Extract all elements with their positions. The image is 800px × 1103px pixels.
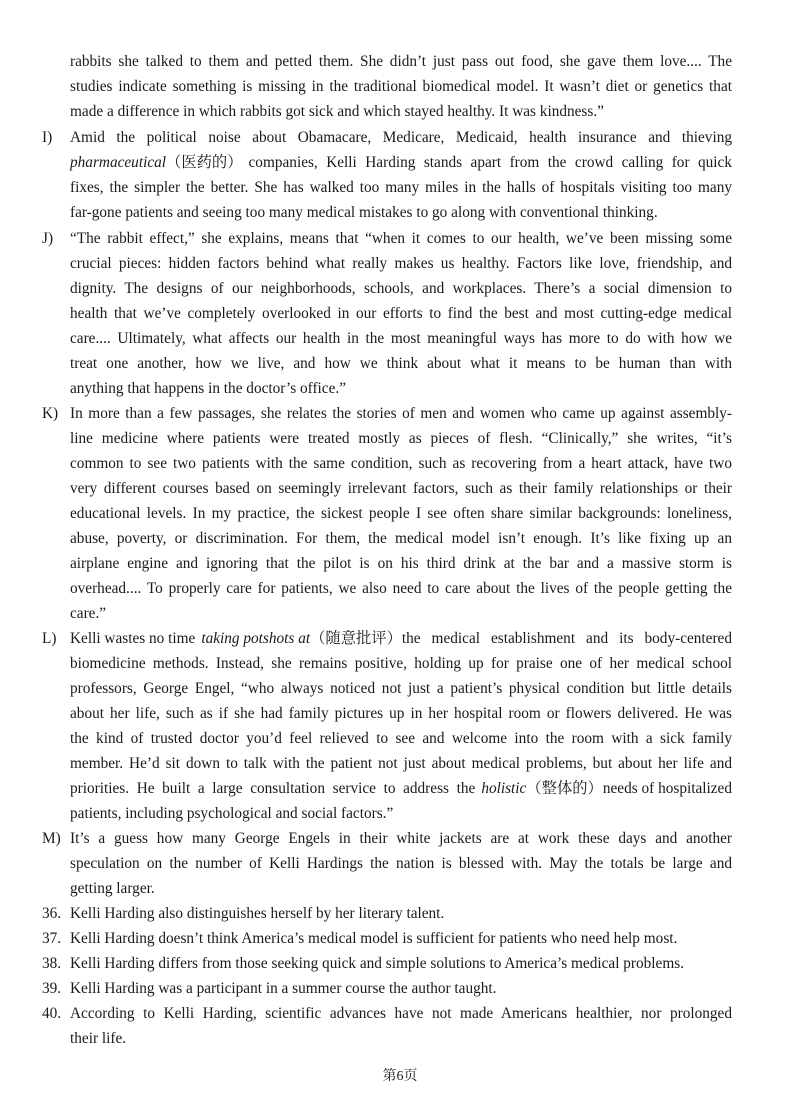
chinese-gloss: （整体的） [526, 780, 603, 797]
text-span: needs of hospitalized [602, 780, 732, 797]
paragraph-label: I) [42, 129, 53, 146]
text-line: treat one another, how we live, and how we think about what it means to be human than with [70, 355, 732, 372]
question-text-continued: their life. [70, 1030, 127, 1047]
paragraph-label: L) [42, 630, 57, 647]
text-span: Kelli wastes no time [70, 630, 196, 647]
text-line: fixes, the simpler the better. She has walked too many miles in the halls of hospitals visiting too many [70, 179, 732, 196]
text-line: common to see two patients with the same condition, such as recovering from a heart attack, have two [70, 455, 732, 472]
text-span: the medical establishment and its body-centered [401, 630, 732, 647]
question-text: Kelli Harding differs from those seeking quick and simple solutions to America’s medical problems. [70, 955, 685, 972]
chinese-gloss: （医药的） [166, 154, 243, 171]
paragraph-label: M) [42, 830, 61, 847]
text-line [70, 779, 732, 799]
text-line: crucial pieces: hidden factors behind what really makes us healthy. Factors like love, friendship, and [70, 255, 732, 272]
question-text: According to Kelli Harding, scientific advances have not made Americans healthier, nor prolonged [70, 1005, 732, 1022]
text-line: It’s a guess how many George Engels in their white jackets are at work these days and another [70, 830, 732, 847]
text-line: about her life, such as if she had family pictures up in her hospital room or flowers delivered. He was [70, 705, 732, 722]
text-line: health that we’ve completely overlooked in our efforts to find the best and most cutting-edge medical [70, 305, 732, 322]
text-line: the kind of trusted doctor you’d feel relieved to see and welcome into the room with a sick family [70, 730, 732, 747]
text-span: priorities. He built a large consultation service to address the [70, 780, 476, 797]
italic-term: pharmaceutical [70, 154, 167, 171]
text-line: anything that happens in the doctor’s office.” [70, 380, 346, 397]
chinese-gloss: （随意批评） [310, 630, 402, 647]
question-number: 40. [42, 1005, 62, 1022]
question-number: 38. [42, 955, 62, 972]
text-line: “The rabbit effect,” she explains, means that “when it comes to our health, we’ve been missing some [70, 230, 732, 247]
text-line: dignity. The designs of our neighborhoods, schools, and workplaces. There’s a social dimension to [70, 280, 732, 297]
question-text: Kelli Harding was a participant in a summer course the author taught. [70, 980, 497, 997]
text-line: member. He’d sit down to talk with the patient not just about medical problems, but about her life and [70, 755, 732, 772]
italic-term: holistic [481, 780, 527, 797]
paragraph-label: J) [42, 230, 54, 247]
text-line: patients, including psychological and social factors.” [70, 805, 394, 822]
text-span: companies, Kelli Harding stands apart from the crowd calling for quick [248, 154, 732, 171]
text-line: far-gone patients and seeing too many medical mistakes to go along with conventional thinking. [70, 204, 658, 221]
text-line: Amid the political noise about Obamacare, Medicare, Medicaid, health insurance and thieving [70, 129, 732, 146]
question-number: 39. [42, 980, 62, 997]
text-line: very different courses based on seemingly irrelevant factors, such as their family relationships or their [70, 480, 732, 497]
page-number: 第6页 [382, 1069, 418, 1084]
text-line: biomedicine methods. Instead, she remains positive, holding up for praise one of her medical school [70, 655, 732, 672]
text-line: abuse, poverty, or discrimination. For them, the medical model isn’t enough. It’s like fixing up an [70, 530, 732, 547]
text-line: professors, George Engel, “who always noticed not just a patient’s physical condition but little details [70, 680, 732, 697]
question-number: 37. [42, 930, 62, 947]
text-line: educational levels. In my practice, the sickest people I see often share similar backgrounds: loneliness, [70, 505, 732, 522]
paragraph-label: K) [42, 405, 59, 422]
question-text: Kelli Harding also distinguishes herself by her literary talent. [70, 905, 445, 922]
text-line: line medicine where patients were treated mostly as pieces of flesh. “Clinically,” she writes, “it’s [70, 430, 732, 447]
text-line: getting larger. [70, 880, 155, 897]
text-line: speculation on the number of Kelli Hardings the nation is blessed with. May the totals be large and [70, 855, 732, 872]
text-line: rabbits she talked to them and petted them. She didn’t just pass out food, she gave them love.... The [70, 53, 732, 70]
italic-term: taking potshots at [201, 630, 311, 647]
text-line: care.... Ultimately, what affects our health in the most meaningful ways has more to do with how we [70, 330, 732, 347]
question-text: Kelli Harding doesn’t think America’s medical model is sufficient for patients who need help most. [70, 930, 678, 947]
text-line [70, 153, 732, 173]
text-line [70, 629, 732, 649]
text-line: care.” [70, 605, 107, 622]
text-line: made a difference in which rabbits got sick and which stayed healthy. It was kindness.” [70, 103, 604, 120]
text-line: overhead.... To properly care for patients, we also need to care about the lives of the people getting the [70, 580, 732, 597]
text-line: airplane engine and ignoring that the pilot is on his third drink at the bar and a massive storm is [70, 555, 732, 572]
text-line: In more than a few passages, she relates the stories of men and women who came up against assembly- [70, 405, 732, 422]
question-number: 36. [42, 905, 62, 922]
text-line: studies indicate something is missing in the traditional biomedical model. It wasn’t diet or genetics that [70, 78, 732, 95]
